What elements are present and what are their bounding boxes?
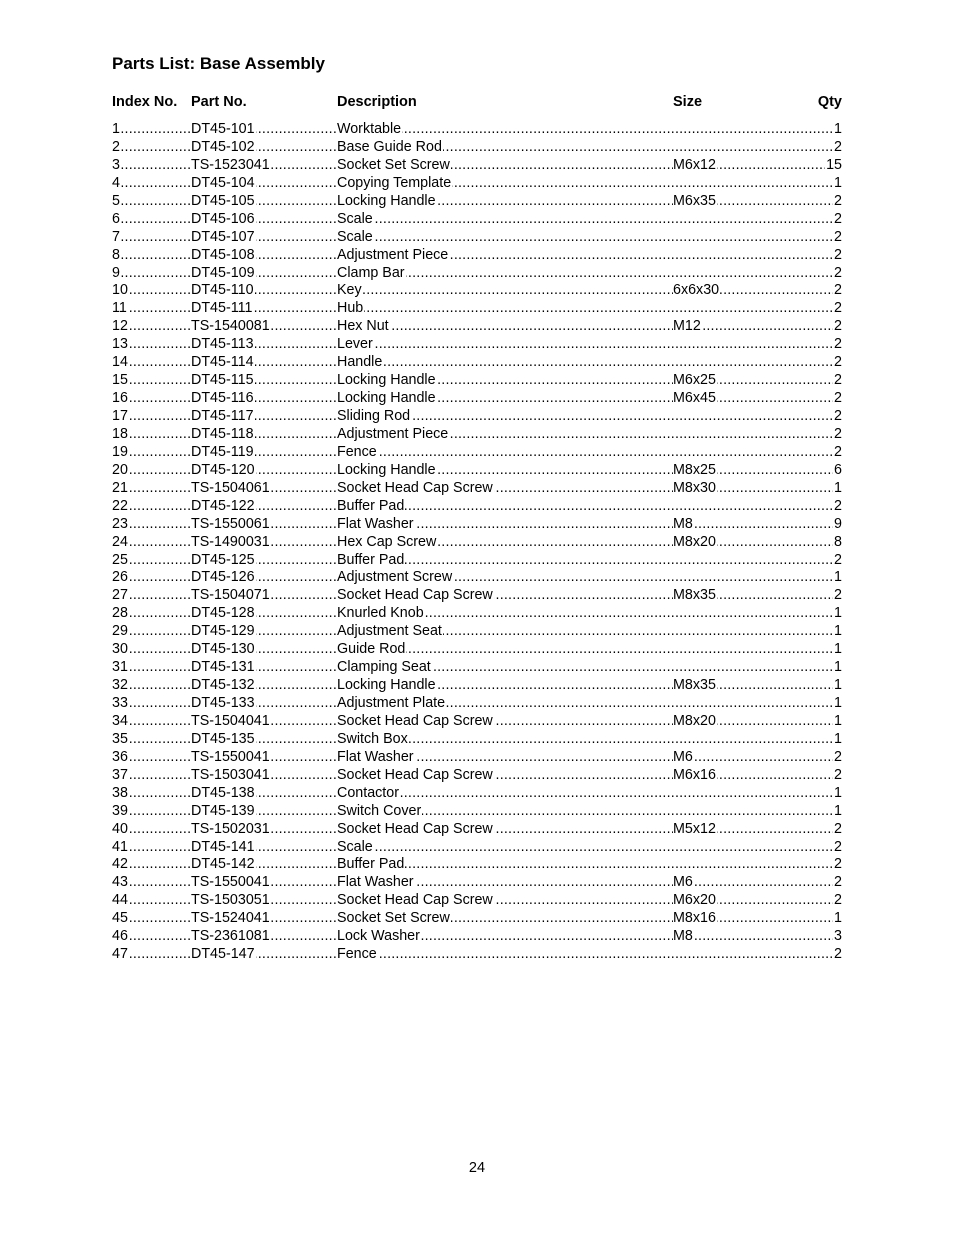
part-number-cell: TS-1503041 .....	[191, 767, 337, 785]
part-number-cell: DT45-133 .....	[191, 695, 337, 713]
table-row	[112, 713, 842, 731]
description-cell: Locking Handle .....	[337, 390, 673, 408]
size-cell: M8x30 .....	[673, 480, 836, 498]
page-number: 24	[468, 1160, 486, 1176]
part-number-cell: DT45-139 .....	[191, 803, 337, 821]
index-cell: 4 .....	[112, 175, 191, 193]
description-cell: Scale .....	[337, 839, 836, 857]
table-row	[112, 408, 842, 426]
part-number-cell: TS-1504061 .....	[191, 480, 337, 498]
qty-cell: 2	[834, 246, 842, 263]
index-cell: 24 .....	[112, 534, 191, 552]
index-cell: 14 .....	[112, 354, 191, 372]
qty-cell: 2	[834, 390, 842, 407]
part-number-cell: DT45-107 .....	[191, 229, 337, 247]
qty-cell: 2	[834, 192, 842, 209]
index-cell: 32 .....	[112, 677, 191, 695]
description-cell: Lock Washer .....	[337, 928, 673, 946]
size-cell: M6x35 .....	[673, 193, 836, 211]
qty-cell: 1	[834, 641, 842, 658]
description-cell: Locking Handle .....	[337, 193, 673, 211]
table-row	[112, 444, 842, 462]
table-row	[112, 426, 842, 444]
table-row	[112, 516, 842, 534]
index-cell: 25 .....	[112, 552, 191, 570]
table-row	[112, 874, 842, 892]
description-cell: Hex Nut .....	[337, 318, 673, 336]
table-row	[112, 677, 842, 695]
qty-cell: 2	[834, 874, 842, 891]
qty-cell: 2	[834, 820, 842, 837]
table-row	[112, 839, 842, 857]
part-number-cell: TS-2361081 .....	[191, 928, 337, 946]
part-number-cell: TS-1550041 .....	[191, 749, 337, 767]
qty-cell: 1	[834, 623, 842, 640]
size-cell: M5x12 .....	[673, 821, 836, 839]
description-cell: Adjustment Plate .....	[337, 695, 836, 713]
part-number-cell: TS-1524041 .....	[191, 910, 337, 928]
table-row	[112, 605, 842, 623]
qty-cell: 1	[834, 730, 842, 747]
page-title: Parts List: Base Assembly	[112, 54, 325, 73]
index-cell: 2 .....	[112, 139, 191, 157]
part-number-cell: TS-1550061 .....	[191, 516, 337, 534]
index-cell: 10 .....	[112, 282, 191, 300]
table-row	[112, 498, 842, 516]
description-cell: Clamp Bar .....	[337, 265, 836, 283]
index-cell: 38 .....	[112, 785, 191, 803]
part-number-cell: DT45-126 .....	[191, 569, 337, 587]
part-number-cell: DT45-147 .....	[191, 946, 337, 964]
table-row	[112, 193, 842, 211]
part-number-cell: DT45-115 .....	[191, 372, 337, 390]
header-part: Part No.	[191, 94, 247, 110]
description-cell: Socket Head Cap Screw .....	[337, 587, 673, 605]
size-cell: M8x35 .....	[673, 677, 836, 695]
index-cell: 18 .....	[112, 426, 191, 444]
description-cell: Flat Washer .....	[337, 516, 673, 534]
description-cell: Socket Set Screw .....	[337, 910, 673, 928]
size-cell: M6x12 .....	[673, 157, 836, 175]
index-cell: 22 .....	[112, 498, 191, 516]
table-row	[112, 946, 842, 964]
qty-cell: 1	[834, 695, 842, 711]
description-cell: Copying Template .....	[337, 175, 836, 193]
qty-cell: 15	[826, 156, 842, 173]
description-cell: Clamping Seat .....	[337, 659, 836, 677]
index-cell: 9 .....	[112, 265, 191, 283]
index-cell: 27 .....	[112, 587, 191, 605]
table-row	[112, 803, 842, 821]
index-cell: 46 .....	[112, 928, 191, 946]
part-number-cell: DT45-132 .....	[191, 677, 337, 695]
part-number-cell: DT45-119 .....	[191, 444, 337, 462]
table-row	[112, 731, 842, 749]
index-cell: 28 .....	[112, 605, 191, 623]
part-number-cell: DT45-113 .....	[191, 336, 337, 354]
description-cell: Switch Box .....	[337, 731, 836, 749]
description-cell: Locking Handle .....	[337, 462, 673, 480]
qty-cell: 2	[834, 946, 842, 963]
index-cell: 35 .....	[112, 731, 191, 749]
index-cell: 29 .....	[112, 623, 191, 641]
part-number-cell: DT45-105 .....	[191, 193, 337, 211]
part-number-cell: TS-1523041 .....	[191, 157, 337, 175]
index-cell: 21 .....	[112, 480, 191, 498]
index-cell: 15 .....	[112, 372, 191, 390]
index-cell: 16 .....	[112, 390, 191, 408]
qty-cell: 1	[834, 712, 842, 729]
qty-cell: 2	[834, 210, 842, 227]
description-cell: Hex Cap Screw .....	[337, 534, 673, 552]
description-cell: Switch Cover .....	[337, 803, 836, 821]
part-number-cell: TS-1503051 .....	[191, 892, 337, 910]
table-row	[112, 928, 842, 946]
part-number-cell: DT45-130 .....	[191, 641, 337, 659]
size-cell: M12 .....	[673, 318, 836, 336]
index-cell: 17 .....	[112, 408, 191, 426]
description-cell: Sliding Rod .....	[337, 408, 836, 426]
index-cell: 12 .....	[112, 318, 191, 336]
part-number-cell: TS-1490031 .....	[191, 534, 337, 552]
table-row	[112, 265, 842, 283]
table-row	[112, 372, 842, 390]
description-cell: Worktable .....	[337, 121, 836, 139]
qty-cell: 2	[834, 425, 842, 442]
description-cell: Handle .....	[337, 354, 836, 372]
part-number-cell: TS-1504071 .....	[191, 587, 337, 605]
size-cell: M6x25 .....	[673, 372, 836, 390]
qty-cell: 1	[834, 910, 842, 927]
description-cell: Flat Washer .....	[337, 874, 673, 892]
index-cell: 42 .....	[112, 856, 191, 874]
part-number-cell: DT45-142 .....	[191, 856, 337, 874]
size-cell: M8x35 .....	[673, 587, 836, 605]
table-row	[112, 892, 842, 910]
qty-cell: 1	[834, 121, 842, 137]
table-row	[112, 623, 842, 641]
part-number-cell: DT45-106 .....	[191, 211, 337, 229]
header-index: Index No.	[112, 94, 178, 110]
index-cell: 31 .....	[112, 659, 191, 677]
table-row	[112, 462, 842, 480]
part-number-cell: DT45-108 .....	[191, 247, 337, 265]
part-number-cell: DT45-102 .....	[191, 139, 337, 157]
table-row	[112, 211, 842, 229]
table-row	[112, 659, 842, 677]
table-row	[112, 749, 842, 767]
table-row	[112, 821, 842, 839]
qty-cell: 2	[834, 408, 842, 424]
part-number-cell: TS-1540081 .....	[191, 318, 337, 336]
index-cell: 23 .....	[112, 516, 191, 534]
index-cell: 41 .....	[112, 839, 191, 857]
qty-cell: 1	[834, 174, 842, 191]
qty-cell: 9	[834, 515, 842, 532]
table-row	[112, 318, 842, 336]
qty-cell: 1	[834, 605, 842, 622]
part-number-cell: DT45-118 .....	[191, 426, 337, 444]
qty-cell: 1	[834, 677, 842, 694]
qty-cell: 2	[834, 282, 842, 299]
qty-cell: 1	[834, 784, 842, 801]
table-row	[112, 856, 842, 874]
header-size: Size	[673, 94, 703, 110]
index-cell: 33 .....	[112, 695, 191, 713]
size-cell: M6x16 .....	[673, 767, 836, 785]
size-cell: 6x6x30 .....	[673, 282, 836, 300]
part-number-cell: DT45-122 .....	[191, 498, 337, 516]
table-row	[112, 534, 842, 552]
index-cell: 20 .....	[112, 462, 191, 480]
description-cell: Knurled Knob .....	[337, 605, 836, 623]
size-cell: M8x25 .....	[673, 462, 836, 480]
qty-cell: 2	[834, 748, 842, 765]
size-cell: M6 .....	[673, 874, 836, 892]
table-row	[112, 767, 842, 785]
part-number-cell: DT45-104 .....	[191, 175, 337, 193]
description-cell: Socket Head Cap Screw .....	[337, 713, 673, 731]
part-number-cell: DT45-111 .....	[191, 300, 337, 318]
part-number-cell: DT45-138 .....	[191, 785, 337, 803]
table-row	[112, 641, 842, 659]
qty-cell: 2	[834, 497, 842, 514]
description-cell: Contactor .....	[337, 785, 836, 803]
description-cell: Fence .....	[337, 946, 836, 964]
table-row	[112, 121, 842, 139]
description-cell: Buffer Pad .....	[337, 856, 836, 874]
description-cell: Key .....	[337, 282, 673, 300]
part-number-cell: DT45-116 .....	[191, 390, 337, 408]
qty-cell: 2	[834, 551, 842, 568]
part-number-cell: DT45-101 .....	[191, 121, 337, 139]
index-cell: 34 .....	[112, 713, 191, 731]
description-cell: Adjustment Piece .....	[337, 426, 836, 444]
qty-cell: 2	[834, 228, 842, 245]
part-number-cell: DT45-120 .....	[191, 462, 337, 480]
index-cell: 40 .....	[112, 821, 191, 839]
description-cell: Scale .....	[337, 229, 836, 247]
index-cell: 39 .....	[112, 803, 191, 821]
table-row	[112, 229, 842, 247]
table-row	[112, 569, 842, 587]
index-cell: 11 .....	[112, 300, 191, 318]
description-cell: Fence .....	[337, 444, 836, 462]
description-cell: Guide Rod .....	[337, 641, 836, 659]
description-cell: Base Guide Rod .....	[337, 139, 836, 157]
part-number-cell: TS-1550041 .....	[191, 874, 337, 892]
qty-cell: 2	[834, 892, 842, 909]
table-row	[112, 910, 842, 928]
description-cell: Socket Head Cap Screw .....	[337, 480, 673, 498]
table-row	[112, 785, 842, 803]
description-cell: Locking Handle .....	[337, 677, 673, 695]
description-cell: Scale .....	[337, 211, 836, 229]
qty-cell: 2	[834, 838, 842, 855]
part-number-cell: DT45-117 .....	[191, 408, 337, 426]
parts-list	[112, 121, 842, 964]
table-row	[112, 139, 842, 157]
qty-cell: 2	[834, 766, 842, 783]
index-cell: 7 .....	[112, 229, 191, 247]
qty-cell: 1	[834, 659, 842, 676]
table-row	[112, 157, 842, 175]
description-cell: Lever .....	[337, 336, 836, 354]
index-cell: 44 .....	[112, 892, 191, 910]
part-number-cell: TS-1504041 .....	[191, 713, 337, 731]
part-number-cell: DT45-109 .....	[191, 265, 337, 283]
index-cell: 45 .....	[112, 910, 191, 928]
description-cell: Socket Set Screw .....	[337, 157, 673, 175]
qty-cell: 3	[834, 928, 842, 945]
header-qty: Qty	[817, 94, 842, 110]
size-cell: M8x16 .....	[673, 910, 836, 928]
table-row	[112, 390, 842, 408]
header-description: Description	[337, 94, 417, 110]
table-row	[112, 552, 842, 570]
size-cell: M8x20 .....	[673, 713, 836, 731]
table-row	[112, 175, 842, 193]
qty-cell: 1	[834, 569, 842, 586]
part-number-cell: DT45-110 .....	[191, 282, 337, 300]
size-cell: M8 .....	[673, 928, 836, 946]
description-cell: Buffer Pad .....	[337, 498, 836, 516]
index-cell: 36 .....	[112, 749, 191, 767]
index-cell: 1 .....	[112, 121, 191, 139]
size-cell: M6x20 .....	[673, 892, 836, 910]
description-cell: Socket Head Cap Screw .....	[337, 767, 673, 785]
qty-cell: 8	[834, 533, 842, 550]
qty-cell: 2	[834, 372, 842, 389]
part-number-cell: DT45-114 .....	[191, 354, 337, 372]
qty-cell: 2	[834, 336, 842, 353]
size-cell: M6x45 .....	[673, 390, 836, 408]
description-cell: Adjustment Piece .....	[337, 247, 836, 265]
part-number-cell: DT45-141 .....	[191, 839, 337, 857]
index-cell: 3 .....	[112, 157, 191, 175]
qty-cell: 2	[834, 264, 842, 281]
table-row	[112, 247, 842, 265]
table-row	[112, 695, 842, 713]
qty-cell: 1	[834, 802, 842, 819]
qty-cell: 2	[834, 138, 842, 155]
index-cell: 6 .....	[112, 211, 191, 229]
table-row	[112, 354, 842, 372]
part-number-cell: TS-1502031 .....	[191, 821, 337, 839]
part-number-cell: DT45-135 .....	[191, 731, 337, 749]
qty-cell: 6	[834, 461, 842, 478]
part-number-cell: DT45-128 .....	[191, 605, 337, 623]
table-row	[112, 587, 842, 605]
part-number-cell: DT45-131 .....	[191, 659, 337, 677]
size-cell: M8 .....	[673, 516, 836, 534]
description-cell: Flat Washer .....	[337, 749, 673, 767]
index-cell: 30 .....	[112, 641, 191, 659]
size-cell: M8x20 .....	[673, 534, 836, 552]
table-row	[112, 300, 842, 318]
index-cell: 37 .....	[112, 767, 191, 785]
index-cell: 13 .....	[112, 336, 191, 354]
qty-cell: 2	[834, 587, 842, 604]
qty-cell: 2	[834, 856, 842, 873]
index-cell: 19 .....	[112, 444, 191, 462]
description-cell: Socket Head Cap Screw .....	[337, 892, 673, 910]
part-number-cell: DT45-129 .....	[191, 623, 337, 641]
index-cell: 47 .....	[112, 946, 191, 964]
description-cell: Buffer Pad .....	[337, 552, 836, 570]
table-row	[112, 282, 842, 300]
part-number-cell: DT45-125 .....	[191, 552, 337, 570]
qty-cell: 2	[834, 354, 842, 371]
description-cell: Adjustment Seat .....	[337, 623, 836, 641]
qty-cell: 2	[834, 443, 842, 460]
description-cell: Socket Head Cap Screw .....	[337, 821, 673, 839]
table-row	[112, 336, 842, 354]
qty-cell: 2	[834, 318, 842, 335]
size-cell: M6 .....	[673, 749, 836, 767]
description-cell: Hub .....	[337, 300, 836, 318]
table-row	[112, 480, 842, 498]
description-cell: Locking Handle .....	[337, 372, 673, 390]
qty-cell: 2	[834, 300, 842, 317]
index-cell: 26 .....	[112, 569, 191, 587]
index-cell: 5 .....	[112, 193, 191, 211]
index-cell: 8 .....	[112, 247, 191, 265]
description-cell: Adjustment Screw .....	[337, 569, 836, 587]
qty-cell: 1	[834, 479, 842, 496]
index-cell: 43 .....	[112, 874, 191, 892]
